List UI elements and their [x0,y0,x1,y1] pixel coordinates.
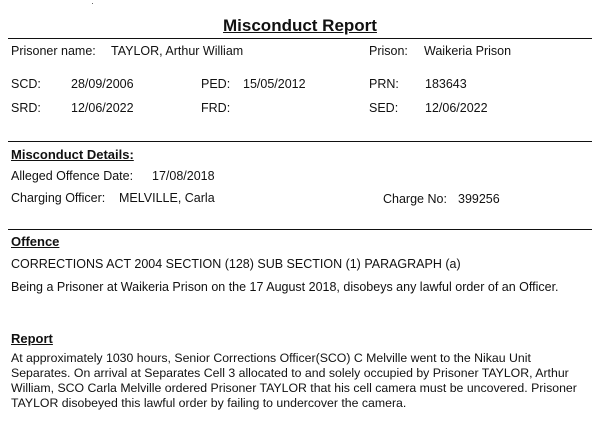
offence-heading: Offence [11,234,60,249]
title-divider [8,38,592,39]
offence-date-label: Alleged Offence Date: [11,169,134,183]
offence-date-value: 17/08/2018 [152,169,215,183]
ped-value: 15/05/2012 [243,77,306,91]
scd-value: 28/09/2006 [71,77,134,91]
ped-label: PED: [201,77,231,91]
sed-value: 12/06/2022 [425,101,488,115]
srd-label: SRD: [11,101,41,115]
offence-description: Being a Prisoner at Waikeria Prison on the 17 August 2018, disobeys any lawful order of an Officer. [11,280,559,294]
prisoner-name-label: Prisoner name: [11,44,96,58]
charging-officer-value: MELVILLE, Carla [119,191,215,205]
sed-label: SED: [369,101,399,115]
scan-speck [92,3,93,4]
prison-value: Waikeria Prison [424,44,512,58]
charging-officer-label: Charging Officer: [11,191,106,205]
srd-value: 12/06/2022 [71,101,134,115]
report-heading: Report [11,331,53,346]
frd-label: FRD: [201,101,231,115]
prison-label: Prison: [369,44,408,58]
details-divider [8,141,592,142]
report-body: At approximately 1030 hours, Senior Corrections Officer(SCO) C Melville went to the Nikau Unit Separates. On arrival at Separates Cell 3 allocated to and solely occupied by Prisoner TAYLOR, Arthur William, SCO Carla Melville ordered Prisoner TAYLOR that his cell camera must be uncovered. Prisoner TAYLOR disobeyed this lawful order by failing to undercover the camera. [11,351,577,410]
charge-no-value: 399256 [458,192,500,206]
prisoner-name-value: TAYLOR, Arthur William [111,44,244,58]
offence-statute: CORRECTIONS ACT 2004 SECTION (128) SUB SECTION (1) PARAGRAPH (a) [11,257,461,271]
page-title: Misconduct Report [223,16,377,35]
scd-label: SCD: [11,77,41,91]
prn-label: PRN: [369,77,399,91]
charge-no-label: Charge No: [383,192,447,206]
prn-value: 183643 [425,77,467,91]
details-heading: Misconduct Details: [11,147,134,162]
offence-divider [8,229,592,230]
